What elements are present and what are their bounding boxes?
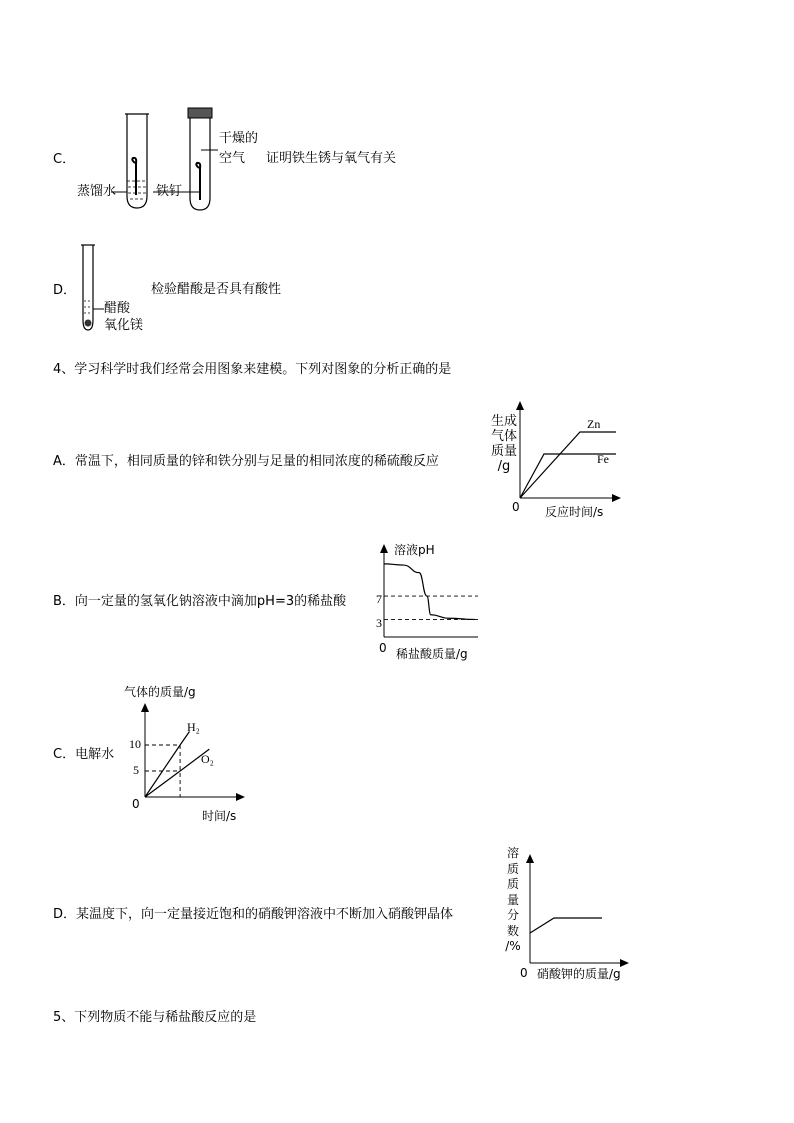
ylabel-line: 生成: [490, 414, 517, 429]
ylabel-line: 气体: [490, 429, 517, 444]
acetic-acid-label: 醋酸: [104, 301, 131, 316]
series-label: H₂: [187, 720, 200, 734]
origin-label: 0: [379, 641, 387, 655]
tick-label-7: 7: [376, 592, 382, 606]
ylabel-line: 分: [506, 908, 519, 922]
option-text: 向一定量的氢氧化钠溶液中滴加pH=3的稀盐酸: [74, 594, 347, 609]
dry-air-label-1: 干燥的: [219, 131, 259, 146]
ylabel-line: 质: [506, 877, 519, 891]
x-axis-label: 稀盐酸质量/g: [396, 647, 468, 661]
ylabel-line: 溶: [506, 846, 519, 860]
x-axis-arrow: [620, 959, 629, 967]
x-axis-label: 硝酸钾的质量/g: [537, 967, 621, 981]
dry-air-label-2: 空气: [219, 151, 246, 166]
ylabel-line: /%: [505, 939, 521, 953]
option-text: 常温下，相同质量的锌和铁分别与足量的相同浓度的稀硫酸反应: [74, 454, 439, 469]
ylabel-line: 量: [506, 892, 519, 907]
origin-label: 0: [520, 966, 528, 980]
tick-label-10: 10: [129, 737, 141, 751]
ylabel-line: 数: [506, 923, 519, 938]
series-label: O₂: [201, 752, 214, 766]
ylabel-line: 质量: [490, 444, 517, 459]
ylabel-line: /g: [497, 459, 511, 474]
question-4-stem: 4、学习科学时我们经常会用图象来建模。下列对图象的分析正确的是: [53, 362, 452, 377]
option-d-label: D．: [53, 283, 77, 298]
option-label: B．: [53, 594, 75, 609]
option-text: 某温度下，向一定量接近饱和的硝酸钾溶液中不断加入硝酸钾晶体: [76, 907, 454, 922]
origin-label: 0: [512, 500, 520, 514]
option-label: C．: [53, 747, 76, 762]
series-label: Fe: [597, 452, 609, 466]
tick-label-3: 3: [376, 616, 382, 630]
question-5-stem: 5、下列物质不能与稀盐酸反应的是: [53, 1010, 257, 1025]
origin-label: 0: [132, 797, 140, 811]
ylabel-line: 质: [506, 861, 519, 876]
y-axis-arrow: [526, 854, 534, 863]
distilled-water-label: 蒸馏水: [77, 184, 117, 199]
x-axis-label: 时间/s: [202, 809, 237, 823]
y-axis-label: 气体的质量/g: [124, 685, 196, 699]
option-c-label: C．: [53, 152, 76, 167]
y-axis-label: 溶液pH: [394, 543, 435, 557]
option-label: D．: [53, 907, 77, 922]
x-axis-label: 反应时间/s: [545, 505, 604, 519]
magnesium-oxide-label: 氧化镁: [104, 318, 144, 333]
option-label: A．: [53, 454, 75, 469]
series-label: Zn: [587, 417, 601, 431]
series-line-curve: [530, 918, 602, 933]
tick-label-5: 5: [133, 763, 139, 777]
option-c-statement: 证明铁生锈与氧气有关: [266, 151, 397, 166]
iron-nail-label: 铁钉: [156, 184, 183, 199]
option-d-statement: 检验醋酸是否具有酸性: [151, 282, 282, 297]
option-text: 电解水: [75, 747, 115, 762]
